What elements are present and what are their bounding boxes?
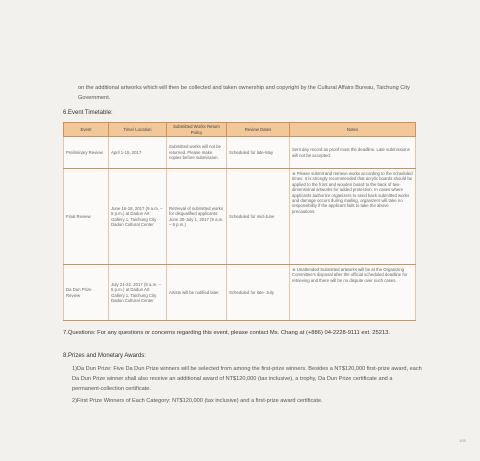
section-7-text: 7.Questions: For any questions or concerns regarding this event, please contact Ms. Chang at (+886) 04-2228-9111 ext. 25213. xyxy=(63,330,391,336)
section-8-heading: 8.Prizes and Monetary Awards: xyxy=(63,353,146,359)
table-row xyxy=(64,169,416,265)
cell-policy: Artists will be notified later. xyxy=(167,265,227,321)
col-header-review-dates: Review Dates xyxy=(227,123,290,137)
cell-event: Preliminary Review xyxy=(64,137,109,169)
cell-notes: Sent day record as proof most the deadline. Late submissions will not be accepted. xyxy=(290,137,416,169)
timetable-header-row xyxy=(64,123,416,137)
cell-event: Da Dun Prize Review xyxy=(64,265,109,321)
cell-policy: Retrieval of submitted works for disqualified applicants: June 30-July 1, 2017 (9 a.m. – 5 p.m.) xyxy=(167,169,227,265)
cell-notes: ※ Please submit and retrieve works according to the scheduled times. It is strongly recommended that acrylic boards should be applied to the front and wooden board to the back of two-dimensional artworks for added protection. In cases where applicants authorize organizers to send back submitted works and damage occurs during mailing, organizers will take no responsibility if the applicant fails to take the above precautions. xyxy=(290,169,416,265)
section-6-heading: 6.Event Timetable: xyxy=(63,110,113,116)
cell-dates: Scheduled for late- July xyxy=(227,265,290,321)
cell-event: Final Review xyxy=(64,169,109,265)
col-header-time-location: Time/ Location xyxy=(109,123,167,137)
page-number: 105 xyxy=(459,438,466,443)
event-timetable xyxy=(63,122,416,321)
cell-policy: Submitted works will not be returned. Please make copies before submission. xyxy=(167,137,227,169)
cell-time: July 21-22, 2017 (9 a.m. – 5 p.m.) at Dadun Art Gallery 1, Taichung City Dadun Cultural Center xyxy=(109,265,167,321)
col-header-notes: Notes xyxy=(290,123,416,137)
col-header-event: Event xyxy=(64,123,109,137)
table-row xyxy=(64,137,416,169)
cell-dates: Scheduled for mid-June xyxy=(227,169,290,265)
cell-notes: ※ Unattended Submitted artworks will be at the Organizing Committee's disposal after the official scheduled deadline for retrieving and there will be no dispute over such cases. xyxy=(290,265,416,321)
prize-item-1: 1)Da Dun Prize: Five Da Dun Prize winners will be selected from among the first-prize winners. Besides a NT$120,000 first-prize award, each Da Dun Prize winner shall also receive an additional award of NT$120,000 (tax inclusive), a trophy, Da Dun Prize certificate and a permanent-collection certificate. xyxy=(72,366,422,392)
table-row xyxy=(64,265,416,321)
cell-dates: Scheduled for late-May xyxy=(227,137,290,169)
col-header-return-policy: Submitted Works Return Policy xyxy=(167,123,227,137)
cell-time: April 1-15, 2017 xyxy=(109,137,167,169)
prize-item-2: 2)First Prize Winners of Each Category: NT$120,000 (tax inclusive) and a first-prize award certificate. xyxy=(72,398,323,404)
intro-paragraph: on the additional artworks which will then be collected and taken ownership and copyright by the Cultural Affairs Bureau, Taichung City Government. xyxy=(78,85,410,101)
cell-time: June 16-18, 2017 (9 a.m. – 5 p.m.) at Dadun Art Gallery 1, Taichung City Dadun Cultural Center xyxy=(109,169,167,265)
